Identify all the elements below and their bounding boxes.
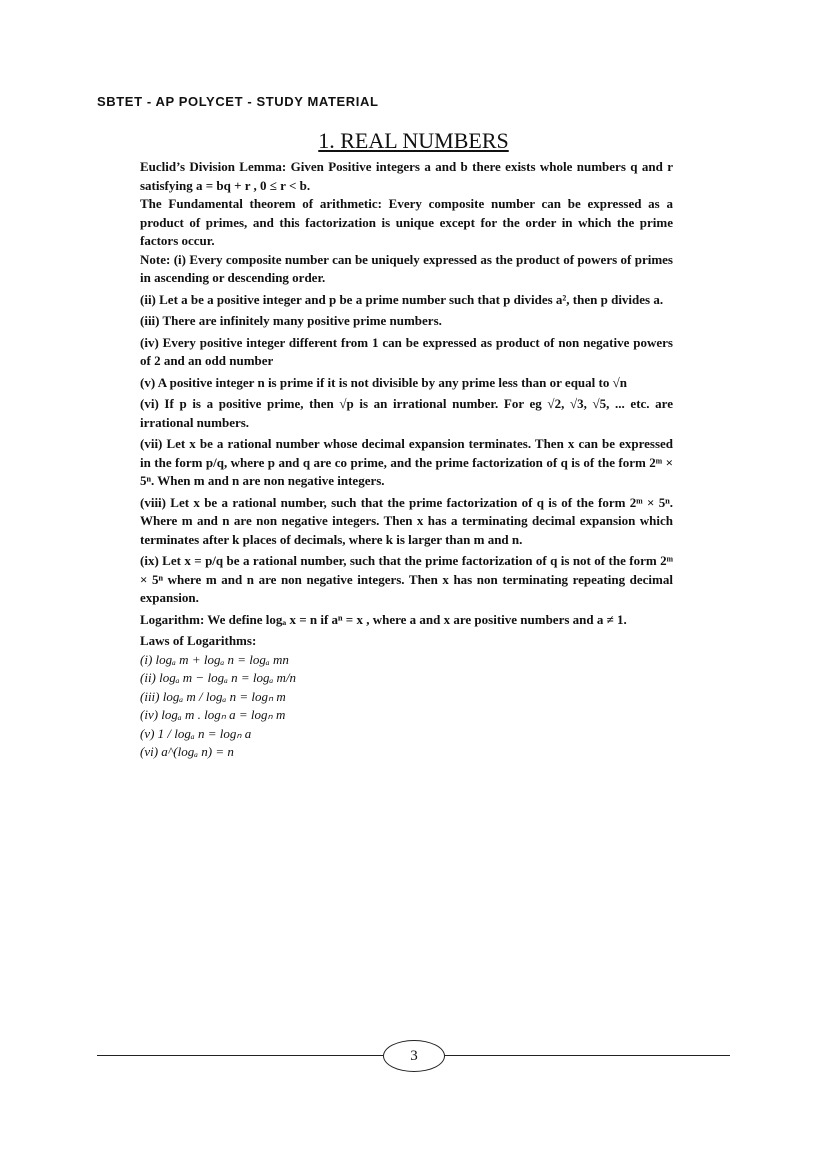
note-3: (iii) There are infinitely many positive prime numbers.: [140, 313, 442, 328]
fundamental-label: The Fundamental theorem of arithmetic: [140, 196, 378, 211]
euclid-text: Given Positive integers a and b there exists whole numbers q and r satisfying a = bq + r , 0 ≤ r < b.: [140, 159, 673, 193]
content-body: [140, 158, 673, 762]
laws-title: Laws of Logarithms:: [140, 633, 257, 648]
page-title: 1. REAL NUMBERS: [318, 128, 509, 153]
logarithm-text: We define logₐ x = n if aⁿ = x , where a and x are positive numbers and a ≠ 1.: [207, 611, 627, 627]
footer-rule-left: [97, 1055, 383, 1056]
note-8: (viii) Let x be a rational number, such that the prime factorization of q is of the form 2ᵐ × 5ⁿ. Where m and n are non negative integers. Then x has a terminating decimal expansion which terminates after k places of decimals, where k is larger than m and n.: [140, 494, 673, 547]
note-6: (vi) If p is a positive prime, then √p is an irrational number. For eg √2, √3, √5, ... etc. are irrational numbers.: [140, 396, 673, 430]
fundamental-theorem: [140, 195, 673, 251]
law-3: (iii) logₐ m / logₐ n = logₙ m: [140, 688, 286, 704]
fundamental-text: : Every composite number can be expressed as a product of primes, and this factorization is unique except for the order in which the prime factors occur.: [140, 196, 673, 248]
note-5: (v) A positive integer n is prime if it is not divisible by any prime less than or equal to √n: [140, 374, 627, 390]
logarithm-definition: [140, 611, 673, 630]
logarithm-label: Logarithm:: [140, 611, 205, 627]
euclid-lemma: [140, 158, 673, 195]
note-4: (iv) Every positive integer different from 1 can be expressed as product of non negative powers of 2 and an odd number: [140, 334, 673, 368]
law-4: (iv) logₐ m . logₙ a = logₙ m: [140, 707, 286, 722]
law-6: (vi) a^(logₐ n) = n: [140, 744, 234, 759]
law-1: (i) logₐ m + logₐ n = logₐ mn: [140, 651, 289, 667]
footer-rule-right: [444, 1055, 730, 1056]
note-1: Note: (i) Every composite number can be uniquely expressed as the product of powers of primes in ascending or descending order.: [140, 251, 673, 285]
note-9: (ix) Let x = p/q be a rational number, such that the prime factorization of q is not of the form 2ᵐ × 5ⁿ where m and n are non negative integers. Then x has non terminating repeating decimal expansion.: [140, 553, 673, 605]
note-2: (ii) Let a be a positive integer and p be a prime number such that p divides a², then p divides a.: [140, 291, 664, 307]
law-2: (ii) logₐ m − logₐ n = logₐ m/n: [140, 670, 297, 685]
page-number: 3: [383, 1040, 445, 1072]
note-7: (vii) Let x be a rational number whose decimal expansion terminates. Then x can be expressed in the form p/q, where p and q are co prime, and the prime factorization of q is of the form 2ᵐ × 5ⁿ. When m and n are non negative integers.: [140, 436, 673, 488]
law-5: (v) 1 / logₐ n = logₙ a: [140, 725, 252, 741]
page-header: SBTET - AP POLYCET - STUDY MATERIAL: [97, 94, 379, 109]
euclid-label: Euclid’s Division Lemma:: [140, 159, 287, 174]
